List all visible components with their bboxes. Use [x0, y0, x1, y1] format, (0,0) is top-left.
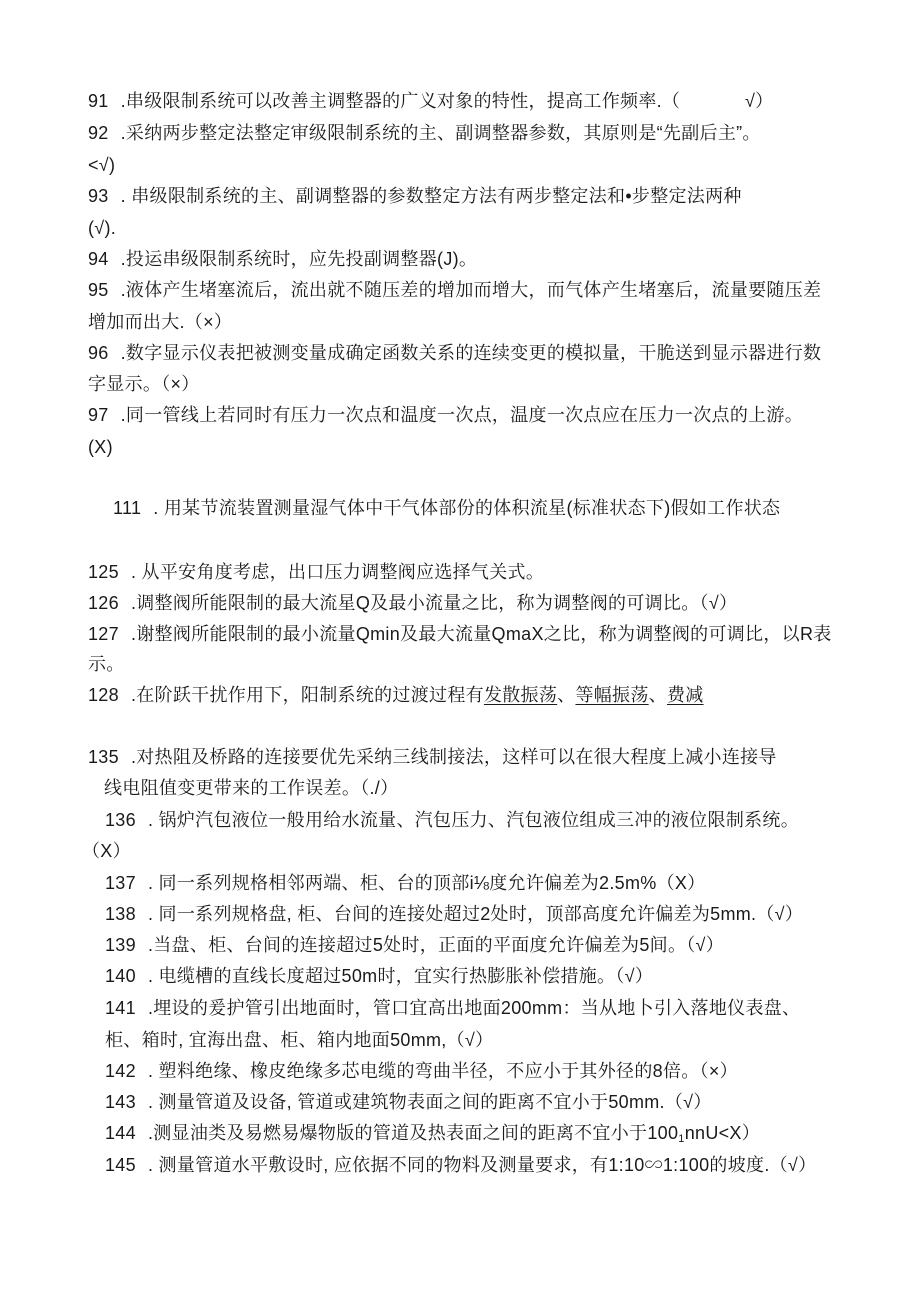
question-number: 94 — [88, 249, 109, 269]
question-126 — [88, 591, 737, 615]
question-91 — [88, 89, 680, 113]
question-number: 96 — [88, 343, 109, 363]
question-text: . 锅炉汽包液位一般用给水流量、汽包压力、汽包液位组成三冲的液位限制系统。 — [147, 810, 800, 830]
question-continuation: <√) — [88, 155, 116, 175]
question-continuation: (√). — [88, 218, 117, 238]
question-94 — [88, 247, 477, 271]
question-127 — [88, 622, 832, 646]
question-text: . 同一系列规格盘, 柜、台间的连接处超过2处时，顶部高度允许偏差为5mm.（√） — [147, 904, 804, 924]
question-138 — [105, 902, 803, 926]
question-continuation: （X） — [82, 841, 131, 861]
question-continuation: 字显示。（×） — [88, 374, 200, 394]
question-95 — [88, 278, 821, 302]
question-number: 126 — [88, 593, 119, 613]
question-number: 144 — [105, 1123, 136, 1143]
question-number: 128 — [88, 685, 119, 705]
question-text: .对热阻及桥路的连接要优先采纳三线制接法，这样可以在很大程度上减小连接导 — [130, 747, 777, 767]
question-text: .当盘、柜、台间的连接超过5处时，正面的平面度允许偏差为5间。（√） — [147, 935, 725, 955]
question-96 — [88, 341, 821, 365]
question-number: 91 — [88, 91, 109, 111]
question-128 — [88, 683, 704, 707]
question-144 — [105, 1121, 760, 1145]
question-continuation: 增加而出大.（×） — [88, 312, 233, 332]
question-142 — [105, 1059, 738, 1083]
question-text: .埋设的爰护管引出地面时，管口宜高出地面200mm：当从地卜引入落地仪表盘、 — [147, 998, 801, 1018]
question-text: . 串级限制系统的主、副调整器的参数整定方法有两步整定法和•步整定法两种 — [120, 186, 742, 206]
question-text: . 同一系列规格相邻两端、柜、台的顶部i⅛度允许偏差为2.5m%（X） — [147, 873, 706, 893]
question-number: 141 — [105, 998, 136, 1018]
question-135 — [88, 745, 777, 769]
question-continuation: 线电阻值变更带来的工作误差。（./） — [104, 778, 399, 798]
question-97 — [88, 403, 803, 427]
question-text: .测显油类及易燃易爆物版的管道及热表面之间的距离不宜小于100 — [147, 1123, 679, 1143]
question-136 — [105, 808, 799, 832]
question-text: .投运串级限制系统时，应先投副调整器(J)。 — [120, 249, 478, 269]
question-text: .采纳两步整定法整定审级限制系统的主、副调整器参数，其原则是“先副后主”。 — [120, 123, 761, 143]
question-number: 93 — [88, 186, 109, 206]
question-text-tail: nnU<X） — [684, 1123, 761, 1143]
question-137 — [105, 871, 705, 895]
question-text: .数字显示仪表把被测变量成确定函数关系的连续变更的模拟量，干脆送到显示器进行数 — [120, 343, 822, 363]
question-number: 140 — [105, 966, 136, 986]
question-text: . 电缆槽的直线长度超过50m时，宜实行热膨胀补偿措施。（√） — [147, 966, 654, 986]
question-text: . 用某节流装置测量湿气体中干气体部份的体积流星(标准状态下)假如工作状态 — [153, 498, 781, 518]
underlined-answer: 等幅振荡 — [575, 685, 649, 705]
question-text: . 测量管道水平敷设时, 应依据不同的物料及测量要求，有1:10∽1:100的坡度.（√） — [147, 1155, 817, 1175]
question-number: 92 — [88, 123, 109, 143]
question-continuation: 示。 — [88, 654, 125, 674]
question-92 — [88, 121, 761, 145]
question-text: .同一管线上若同时有压力一次点和温度一次点，温度一次点应在压力一次点的上游。 — [120, 405, 804, 425]
question-text: . 测量管道及设备, 管道或建筑物表面之间的距离不宜小于50mm.（√） — [147, 1092, 712, 1112]
question-text: .液体产生堵塞流后，流出就不随压差的增加而增大，而气体产生堵塞后，流量要随压差 — [120, 280, 822, 300]
question-number: 136 — [105, 810, 136, 830]
question-number: 143 — [105, 1092, 136, 1112]
question-text: .在阶跃干扰作用下，阳制系统的过渡过程有 — [130, 685, 484, 705]
separator: 、 — [648, 685, 667, 705]
question-140 — [105, 964, 653, 988]
question-number: 97 — [88, 405, 109, 425]
question-number: 145 — [105, 1155, 136, 1175]
question-125 — [88, 560, 544, 584]
separator: 、 — [557, 685, 576, 705]
question-number: 139 — [105, 935, 136, 955]
answer-mark: √） — [745, 91, 774, 111]
question-143 — [105, 1090, 712, 1114]
question-text: . 从平安角度考虑，出口压力调整阀应选择气关式。 — [130, 562, 545, 582]
question-number: 125 — [88, 562, 119, 582]
question-number: 135 — [88, 747, 119, 767]
question-111 — [113, 496, 780, 520]
underlined-answer: 发散振荡 — [483, 685, 558, 705]
question-93 — [88, 184, 742, 208]
subscript-text: 1 — [678, 1133, 685, 1145]
question-continuation: 柜、箱时, 宜海出盘、柜、箱内地面50mm,（√） — [105, 1030, 494, 1050]
question-145 — [105, 1153, 816, 1177]
question-text: .谢整阀所能限制的最小流量Qmin及最大流量QmaX之比，称为调整阀的可调比，以R表 — [130, 624, 832, 644]
question-number: 111 — [113, 498, 142, 518]
question-number: 95 — [88, 280, 109, 300]
question-141 — [105, 996, 800, 1020]
question-139 — [105, 933, 724, 957]
question-text: .串级限制系统可以改善主调整器的广义对象的特性，提高工作频率.（ — [120, 91, 681, 111]
question-number: 137 — [105, 873, 136, 893]
question-number: 138 — [105, 904, 136, 924]
question-number: 142 — [105, 1061, 136, 1081]
question-number: 127 — [88, 624, 119, 644]
question-continuation: (X) — [88, 437, 113, 457]
question-text: . 塑料绝缘、橡皮绝缘多芯电缆的弯曲半径，不应小于其外径的8倍。（×） — [147, 1061, 738, 1081]
underlined-answer: 费减 — [666, 685, 704, 705]
question-text: .调整阀所能限制的最大流星Q及最小流量之比，称为调整阀的可调比。（√） — [130, 593, 738, 613]
